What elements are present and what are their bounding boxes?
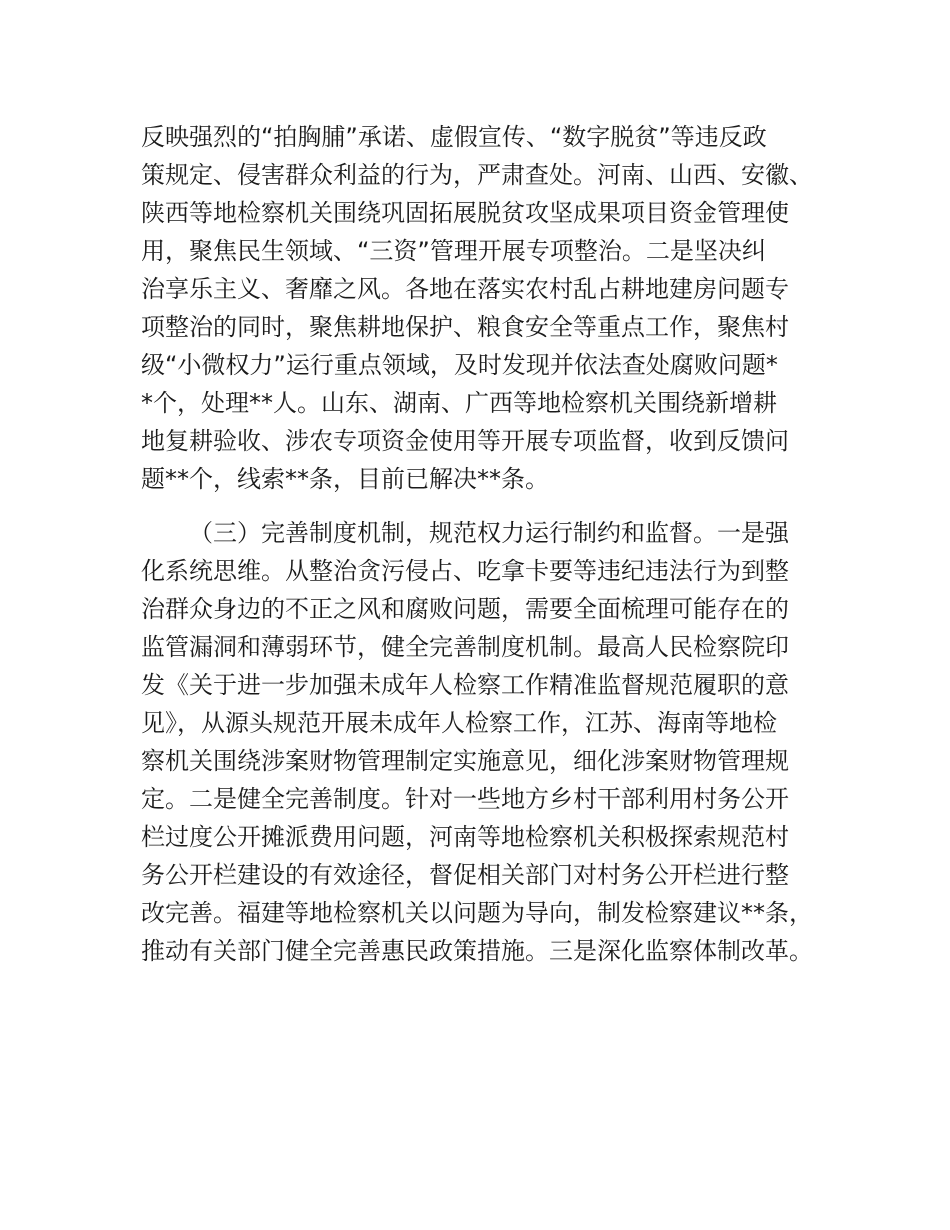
text-line: *个，处理**人。山东、湖南、广西等地检察机关围绕新增耕 xyxy=(141,389,777,417)
text-line: 治享乐主义、奢靡之风。各地在落实农村乱占耕地建房问题专 xyxy=(141,275,789,303)
text-line: 栏过度公开摊派费用问题，河南等地检察机关积极探索规范村 xyxy=(141,823,789,851)
text-line: （三）完善制度机制，规范权力运行制约和监督。一是强 xyxy=(189,519,789,547)
text-line: 化系统思维。从整治贪污侵占、吃拿卡要等违纪违法行为到整 xyxy=(141,557,789,585)
paragraph-spacer xyxy=(141,498,821,514)
text-line: 项整治的同时，聚焦耕地保护、粮食安全等重点工作，聚焦村 xyxy=(141,313,789,341)
document-body xyxy=(141,118,821,970)
text-line: 级“小微权力”运行重点领域，及时发现并依法查处腐败问题* xyxy=(141,351,778,379)
text-line: 陕西等地检察机关围绕巩固拓展脱贫攻坚成果项目资金管理使 xyxy=(141,199,789,227)
text-line: 策规定、侵害群众利益的行为，严肃查处。河南、山西、安徽、 xyxy=(141,161,813,189)
text-line: 见》，从源头规范开展未成年人检察工作，江苏、海南等地检 xyxy=(141,709,777,737)
text-line: 题**个，线索**条，目前已解决**条。 xyxy=(141,465,549,493)
text-line: 监管漏洞和薄弱环节，健全完善制度机制。最高人民检察院印 xyxy=(141,633,789,661)
text-line: 发《关于进一步加强未成年人检察工作精准监督规范履职的意 xyxy=(141,671,789,699)
text-line: 改完善。福建等地检察机关以问题为导向，制发检察建议**条， xyxy=(141,899,813,927)
text-line: 治群众身边的不正之风和腐败问题，需要全面梳理可能存在的 xyxy=(141,595,789,623)
text-line: 务公开栏建设的有效途径，督促相关部门对村务公开栏进行整 xyxy=(141,861,789,889)
paragraph-1 xyxy=(141,118,821,498)
text-line: 推动有关部门健全完善惠民政策措施。三是深化监察体制改革。 xyxy=(141,937,813,965)
paragraph-2 xyxy=(141,514,821,970)
text-line: 定。二是健全完善制度。针对一些地方乡村干部利用村务公开 xyxy=(141,785,789,813)
text-line: 察机关围绕涉案财物管理制定实施意见，细化涉案财物管理规 xyxy=(141,747,789,775)
text-line: 用，聚焦民生领域、“三资”管理开展专项整治。二是坚决纠 xyxy=(141,237,766,265)
text-line: 反映强烈的“拍胸脯”承诺、虚假宣传、“数字脱贫”等违反政 xyxy=(141,123,767,151)
text-line: 地复耕验收、涉农专项资金使用等开展专项监督，收到反馈问 xyxy=(141,427,789,455)
